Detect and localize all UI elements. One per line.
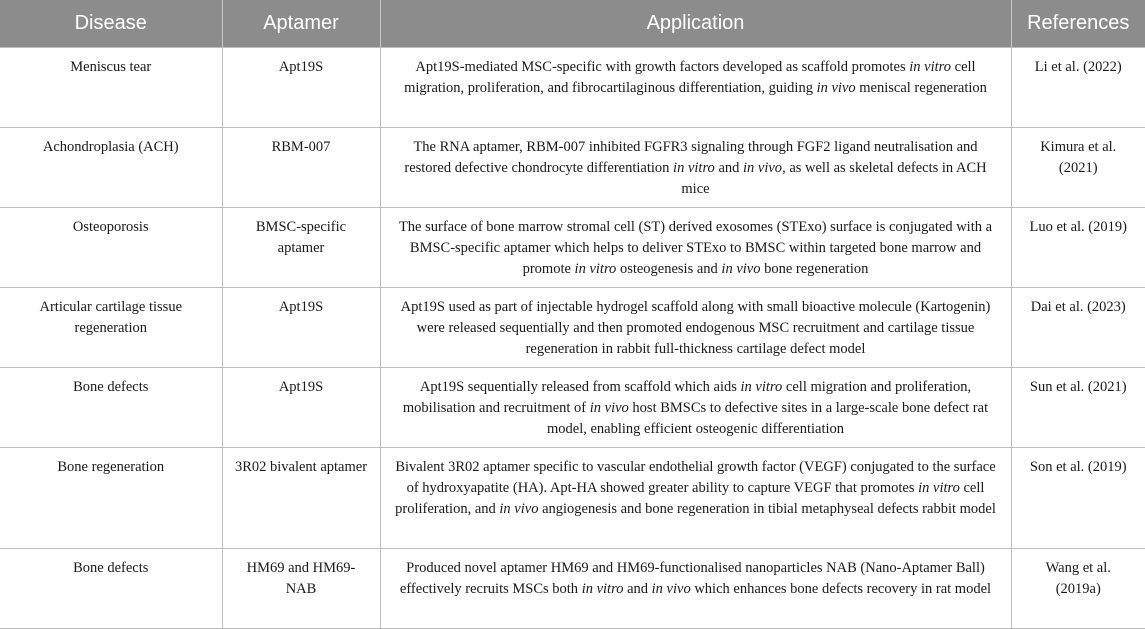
header-application: Application — [380, 0, 1011, 48]
application-cell: Bivalent 3R02 aptamer specific to vascular endothelial growth factor (VEGF) conjugated to the surface of hydroxyapatite (HA). Apt-HA showed greater ability to capture VEGF that promotes in vitro cell proliferation, and in vivo angiogenesis and bone regeneration in tibial metaphyseal defects rabbit model — [380, 448, 1011, 549]
disease-cell: Articular cartilage tissue regeneration — [0, 288, 222, 368]
reference-cell: Wang et al. (2019a) — [1011, 549, 1145, 629]
application-cell: Apt19S used as part of injectable hydrogel scaffold along with small bioactive molecule (Kartogenin) were released sequentially and then promoted endogenous MSC recruitment and cartilage tissue regeneration in rabbit full-thickness cartilage defect model — [380, 288, 1011, 368]
reference-cell: Luo et al. (2019) — [1011, 208, 1145, 288]
aptamer-cell: RBM-007 — [222, 128, 380, 208]
reference-cell: Dai et al. (2023) — [1011, 288, 1145, 368]
disease-cell: Bone defects — [0, 368, 222, 448]
aptamer-cell: BMSC-specific aptamer — [222, 208, 380, 288]
application-cell: Produced novel aptamer HM69 and HM69-functionalised nanoparticles NAB (Nano-Aptamer Ball) effectively recruits MSCs both in vitro and in vivo which enhances bone defects recovery in rat model — [380, 549, 1011, 629]
aptamer-cell: 3R02 bivalent aptamer — [222, 448, 380, 549]
table-row — [0, 549, 1145, 629]
application-cell: The RNA aptamer, RBM-007 inhibited FGFR3 signaling through FGF2 ligand neutralisation and restored defective chondrocyte differentiation in vitro and in vivo, as well as skeletal defects in ACH mice — [380, 128, 1011, 208]
aptamer-cell: Apt19S — [222, 48, 380, 128]
table-row — [0, 128, 1145, 208]
header-row — [0, 0, 1145, 48]
reference-cell: Kimura et al. (2021) — [1011, 128, 1145, 208]
table-row — [0, 48, 1145, 128]
disease-cell: Achondroplasia (ACH) — [0, 128, 222, 208]
table-row — [0, 288, 1145, 368]
table-row — [0, 448, 1145, 549]
disease-cell: Bone regeneration — [0, 448, 222, 549]
application-cell: The surface of bone marrow stromal cell (ST) derived exosomes (STExo) surface is conjugated with a BMSC-specific aptamer which helps to deliver STExo to BMSC within targeted bone marrow and promote in vitro osteogenesis and in vivo bone regeneration — [380, 208, 1011, 288]
application-cell: Apt19S-mediated MSC-specific with growth factors developed as scaffold promotes in vitro cell migration, proliferation, and fibrocartilaginous differentiation, guiding in vivo meniscal regeneration — [380, 48, 1011, 128]
reference-cell: Son et al. (2019) — [1011, 448, 1145, 549]
aptamer-cell: Apt19S — [222, 288, 380, 368]
disease-cell: Meniscus tear — [0, 48, 222, 128]
table-row — [0, 368, 1145, 448]
header-disease: Disease — [0, 0, 222, 48]
reference-cell: Li et al. (2022) — [1011, 48, 1145, 128]
disease-cell: Osteoporosis — [0, 208, 222, 288]
header-aptamer: Aptamer — [222, 0, 380, 48]
application-cell: Apt19S sequentially released from scaffold which aids in vitro cell migration and proliferation, mobilisation and recruitment of in vivo host BMSCs to defective sites in a large-scale bone defect rat model, enabling efficient osteogenic differentiation — [380, 368, 1011, 448]
aptamer-cell: HM69 and HM69-NAB — [222, 549, 380, 629]
table-row — [0, 208, 1145, 288]
aptamer-cell: Apt19S — [222, 368, 380, 448]
reference-cell: Sun et al. (2021) — [1011, 368, 1145, 448]
header-references: References — [1011, 0, 1145, 48]
disease-cell: Bone defects — [0, 549, 222, 629]
